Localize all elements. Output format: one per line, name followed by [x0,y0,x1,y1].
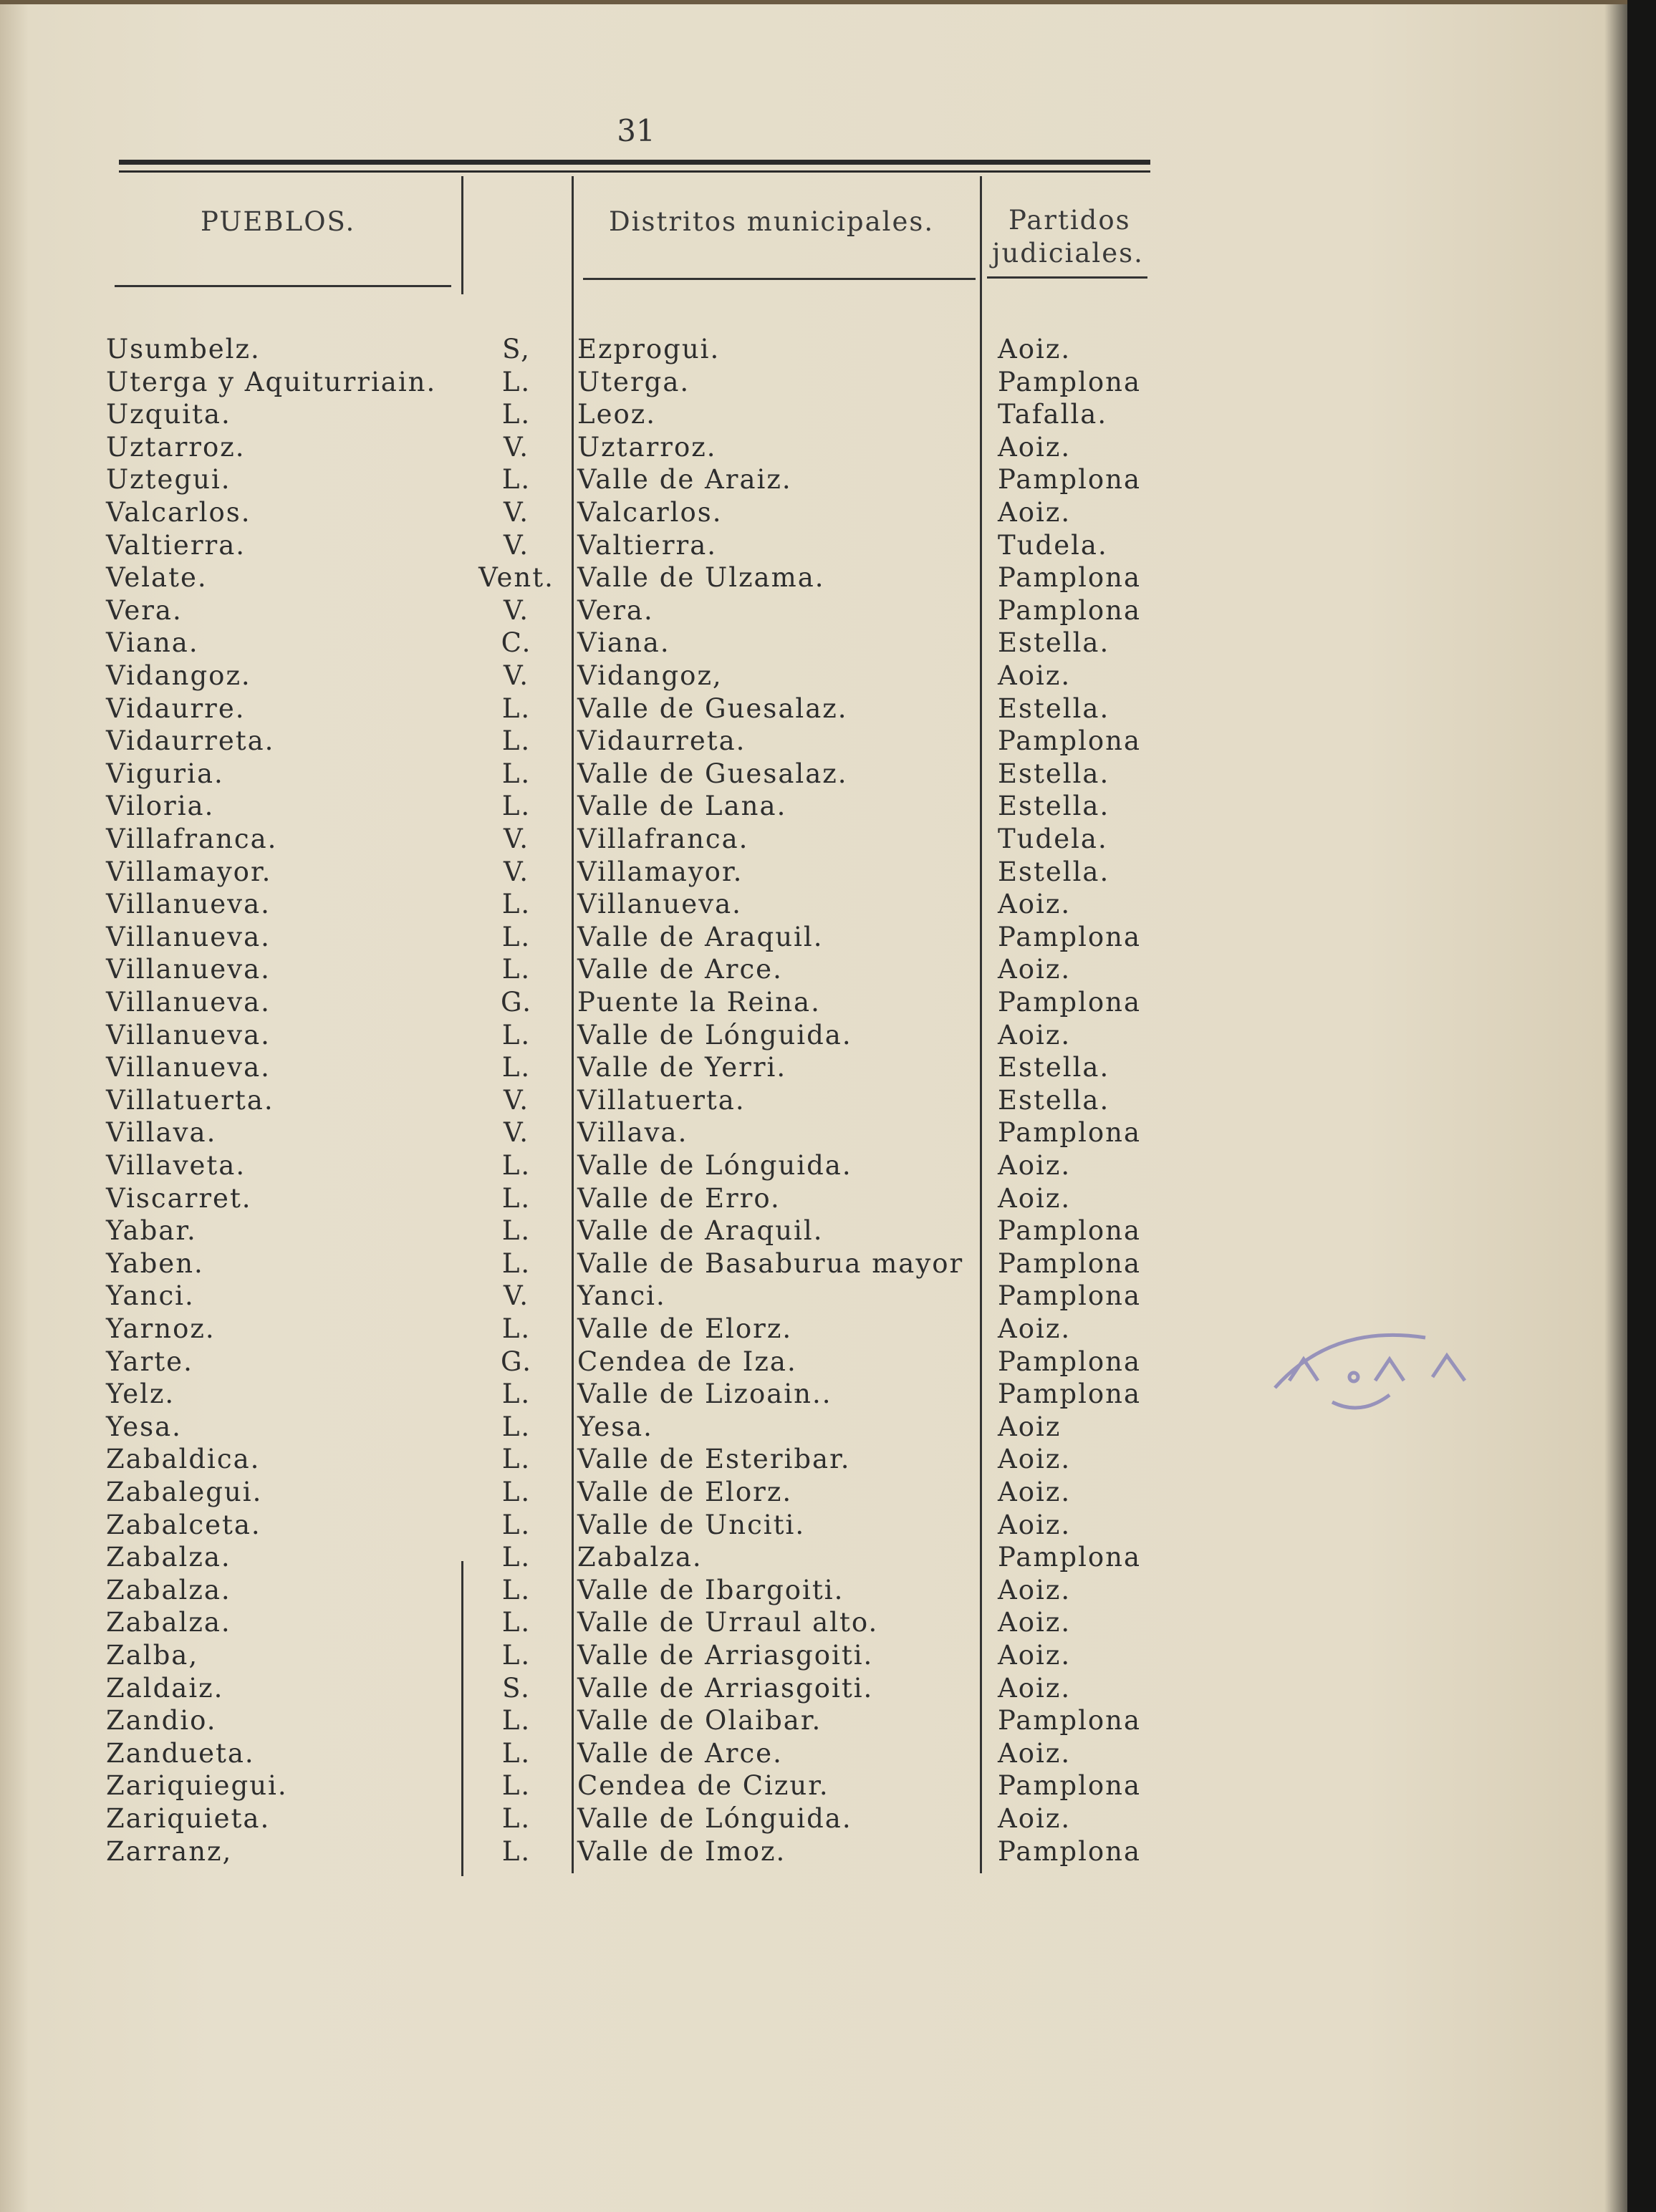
table-row [0,692,1656,725]
distrito-cell: Valle de Unciti. [577,1509,806,1540]
pueblo-cell: Vidangoz. [106,660,251,691]
partido-cell: Aoiz. [998,497,1072,528]
table-row [0,1606,1656,1639]
tipo-cell: L. [501,1313,531,1344]
header-partidos-line2: judiciales. [992,238,1144,269]
tipo-cell: V. [503,529,529,561]
tipo-cell: V. [503,856,529,887]
pueblo-cell: Uztarroz. [106,431,246,463]
distrito-cell: Villava. [577,1117,688,1149]
tipo-cell: L. [501,1182,531,1214]
tipo-cell: L. [501,889,531,920]
tipo-cell: V. [503,824,529,854]
pueblo-cell: Villanueva. [106,1019,271,1051]
table-row [0,1149,1656,1182]
distrito-cell: Cendea de Cizur. [577,1770,829,1802]
distrito-cell: Valle de Elorz. [577,1477,793,1507]
table-row [0,1182,1656,1215]
partido-cell: Aoiz. [998,1313,1072,1344]
pueblo-cell: Uztegui. [106,464,231,496]
pueblo-cell: Villanueva. [106,921,271,952]
table-row [0,1704,1656,1737]
tipo-cell: L. [501,1607,531,1638]
pueblo-cell: Villanueva. [106,987,271,1018]
pueblo-cell: Villafranca. [106,824,278,854]
header-partidos-line1: Partidos [1008,205,1131,236]
table-row [0,921,1656,954]
distrito-cell: Vera. [577,594,654,626]
table-row [0,1084,1656,1117]
tipo-cell: L. [501,791,531,822]
partido-cell: Pamplona [998,1705,1142,1737]
pueblo-cell: Yelz. [106,1378,175,1410]
distrito-cell: Zabalza. [577,1542,703,1573]
partido-cell: Pamplona [998,1280,1142,1312]
distrito-cell: Villanueva. [577,889,742,920]
partido-cell: Aoiz. [998,1803,1072,1834]
table-row [0,1541,1656,1574]
distrito-cell: Cendea de Iza. [577,1346,797,1377]
tipo-cell: L. [501,1378,531,1410]
distrito-cell: Valtierra. [577,529,718,561]
table-row [0,1280,1656,1313]
pueblo-cell: Velate. [106,562,208,594]
pueblo-cell: Vidaurre. [106,692,246,724]
partido-cell: Aoiz. [998,1477,1072,1507]
distrito-cell: Uztarroz. [577,431,717,463]
distrito-cell: Villamayor. [577,856,743,887]
partido-cell: Pamplona [998,1346,1142,1377]
tipo-cell: L. [501,1835,531,1867]
distrito-cell: Villatuerta. [577,1084,746,1116]
header-rule-thin [119,170,1150,173]
table-row [0,366,1656,399]
pueblo-cell: Zabalza. [106,1574,231,1605]
partido-cell: Pamplona [998,1835,1142,1867]
table-row [0,1639,1656,1672]
pueblo-cell: Zandueta. [106,1737,255,1769]
partido-cell: Aoiz. [998,1509,1072,1540]
pueblo-cell: Yaben. [106,1247,204,1279]
table-row [0,1509,1656,1542]
tipo-cell: V. [503,431,529,463]
table-row [0,398,1656,431]
tipo-cell: L. [501,1803,531,1834]
partido-cell: Aoiz. [998,1182,1072,1214]
tipo-cell: C. [501,627,532,659]
table-row [0,725,1656,758]
tipo-cell: L. [501,725,531,757]
distrito-cell: Ezprogui. [577,334,721,364]
partido-cell: Estella. [998,758,1110,789]
partido-cell: Aoiz. [998,1019,1072,1051]
pueblo-cell: Villanueva. [106,954,271,985]
tipo-cell: V. [503,1084,529,1116]
distrito-cell: Valle de Arce. [577,1737,783,1769]
pueblo-cell: Viguria. [106,758,224,789]
table-row [0,1802,1656,1835]
distrito-cell: Valle de Basaburua mayor [577,1247,964,1279]
stamp-mark-b [1375,1359,1404,1381]
page-number: 31 [617,113,655,148]
partido-cell: Aoiz. [998,1150,1072,1181]
table-row [0,1737,1656,1770]
table-row [0,856,1656,889]
table-row [0,431,1656,464]
tipo-cell: V. [503,497,529,528]
header-rule-thick [119,160,1150,165]
table-row [0,758,1656,791]
distrito-cell: Valle de Arriasgoiti. [577,1672,874,1704]
partido-cell: Pamplona [998,1770,1142,1802]
table-row [0,463,1656,496]
tipo-cell: L. [501,1477,531,1507]
table-row [0,888,1656,921]
distrito-cell: Valle de Ulzama. [577,562,825,594]
header-pueblos: PUEBLOS. [201,206,356,237]
tipo-cell: G. [501,1346,532,1377]
tipo-cell: L. [501,399,531,430]
pueblo-cell: Usumbelz. [106,334,261,364]
distrito-cell: Valle de Erro. [577,1182,781,1214]
partido-cell: Tudela. [998,529,1108,561]
partido-cell: Estella. [998,791,1110,822]
distrito-cell: Valle de Araiz. [577,464,792,496]
tipo-cell: L. [501,1150,531,1181]
divider-pueblos [461,176,463,294]
partido-cell: Aoiz. [998,1672,1072,1704]
table-row [0,1476,1656,1509]
tipo-cell: L. [501,1019,531,1051]
tipo-cell: S, [502,334,531,364]
pueblo-cell: Yarnoz. [106,1313,216,1344]
distrito-cell: Valle de Ibargoiti. [577,1574,844,1605]
table-row [0,333,1656,366]
partido-cell: Aoiz. [998,1574,1072,1605]
partido-cell: Pamplona [998,464,1142,496]
pueblo-cell: Villanueva. [106,889,271,920]
tipo-cell: L. [501,1542,531,1573]
tipo-cell: L. [501,1444,531,1475]
pueblo-cell: Yarte. [106,1346,193,1377]
tipo-cell: L. [501,692,531,724]
tipo-cell: V. [503,1280,529,1312]
page-top-edge [0,0,1656,4]
distrito-cell: Valle de Arriasgoiti. [577,1640,874,1671]
tipo-cell: L. [501,1411,531,1442]
table-row [0,660,1656,692]
partido-cell: Pamplona [998,562,1142,594]
pueblo-cell: Villatuerta. [106,1084,274,1116]
pueblo-cell: Vidaurreta. [106,725,275,757]
table-row [0,1835,1656,1868]
tipo-cell: L. [501,1737,531,1769]
table-row [0,1672,1656,1705]
pueblo-cell: Yanci. [106,1280,195,1312]
partido-cell: Aoiz. [998,1607,1072,1638]
distrito-cell: Uterga. [577,366,690,397]
partidos-underline [987,276,1147,279]
pueblo-cell: Valcarlos. [106,497,251,528]
pueblo-cell: Zabalza. [106,1607,231,1638]
partido-cell: Aoiz. [998,889,1072,920]
pueblo-cell: Zabalegui. [106,1477,263,1507]
partido-cell: Estella. [998,627,1110,659]
partido-cell: Aoiz. [998,1737,1072,1769]
distrito-cell: Valle de Lónguida. [577,1019,852,1051]
distrito-cell: Valle de Lizoain.. [577,1378,832,1410]
distrito-cell: Leoz. [577,399,656,430]
pueblo-cell: Zabalza. [106,1542,231,1573]
tipo-cell: V. [503,1117,529,1149]
distrito-cell: Valle de Imoz. [577,1835,786,1867]
partido-cell: Pamplona [998,1117,1142,1149]
tipo-cell: L. [501,1052,531,1083]
table-row [0,529,1656,562]
tipo-cell: G. [501,987,532,1018]
table-row [0,561,1656,594]
distrito-cell: Valle de Guesalaz. [577,758,848,789]
pueblo-cell: Zariquieta. [106,1803,271,1834]
tipo-cell: L. [501,758,531,789]
pueblo-cell: Valtierra. [106,529,246,561]
table-row [0,1019,1656,1052]
pueblo-cell: Zabaldica. [106,1444,261,1475]
pueblo-cell: Zaldaiz. [106,1672,224,1704]
pueblo-cell: Villaveta. [106,1150,246,1181]
table-row [0,1769,1656,1802]
tipo-cell: Vent. [478,562,554,594]
stamp-dot [1349,1373,1358,1381]
tipo-cell: L. [501,1770,531,1802]
distrito-cell: Yesa. [577,1411,653,1442]
pueblo-cell: Zariquiegui. [106,1770,288,1802]
pueblo-cell: Zandio. [106,1705,217,1737]
partido-cell: Pamplona [998,921,1142,952]
partido-cell: Aoiz. [998,660,1072,691]
tipo-cell: L. [501,366,531,397]
distrito-cell: Valle de Urraul alto. [577,1607,879,1638]
pueblo-cell: Viscarret. [106,1182,252,1214]
table-row [0,594,1656,627]
tipo-cell: V. [503,660,529,691]
pueblo-cell: Zalba, [106,1640,199,1671]
tipo-cell: L. [501,1509,531,1540]
table-row [0,790,1656,823]
partido-cell: Pamplona [998,594,1142,626]
table-row [0,1116,1656,1149]
partido-cell: Estella. [998,1052,1110,1083]
partido-cell: Aoiz. [998,431,1072,463]
header-distritos: Distritos municipales. [609,206,935,237]
pueblos-underline [115,285,451,287]
partido-cell: Estella. [998,692,1110,724]
partido-cell: Pamplona [998,1378,1142,1410]
tipo-cell: L. [501,1215,531,1247]
tipo-cell: L. [501,1574,531,1605]
pueblo-cell: Zarranz, [106,1835,233,1867]
partido-cell: Pamplona [998,1542,1142,1573]
distrito-cell: Valle de Lónguida. [577,1150,852,1181]
distrito-cell: Valle de Arce. [577,954,783,985]
table-row [0,1574,1656,1607]
pueblo-cell: Viloria. [106,791,215,822]
distrito-cell: Valle de Lana. [577,791,787,822]
partido-cell: Aoiz. [998,1444,1072,1475]
distrito-cell: Valle de Esteribar. [577,1444,851,1475]
pueblo-cell: Vera. [106,594,183,626]
distrito-cell: Valle de Araquil. [577,1215,824,1247]
distrito-cell: Vidangoz, [577,660,723,691]
table-row [0,1051,1656,1084]
distrito-cell: Valcarlos. [577,497,723,528]
partido-cell: Pamplona [998,1215,1142,1247]
partido-cell: Aoiz. [998,334,1072,364]
table-row [0,823,1656,856]
partido-cell: Estella. [998,1084,1110,1116]
pueblo-cell: Zabalceta. [106,1509,261,1540]
distrito-cell: Valle de Olaibar. [577,1705,822,1737]
partido-cell: Aoiz. [998,954,1072,985]
distrito-cell: Valle de Elorz. [577,1313,793,1344]
tipo-cell: V. [503,594,529,626]
table-row [0,986,1656,1019]
distrito-cell: Valle de Araquil. [577,921,824,952]
pueblo-cell: Villava. [106,1117,217,1149]
table-row [0,1214,1656,1247]
tipo-cell: L. [501,1247,531,1279]
partido-cell: Pamplona [998,1247,1142,1279]
pueblo-cell: Villanueva. [106,1052,271,1083]
pueblo-cell: Uzquita. [106,399,231,430]
distrito-cell: Valle de Guesalaz. [577,692,848,724]
stamp-mark-c [1433,1356,1465,1381]
tipo-cell: L. [501,921,531,952]
partido-cell: Pamplona [998,725,1142,757]
distrito-cell: Villafranca. [577,824,749,854]
distrito-cell: Yanci. [577,1280,666,1312]
table-row [0,1247,1656,1280]
table-row [0,496,1656,529]
partido-cell: Estella. [998,856,1110,887]
distrito-cell: Valle de Yerri. [577,1052,787,1083]
partido-cell: Tafalla. [998,399,1108,430]
stamp-curve [1332,1395,1390,1408]
pueblo-cell: Uterga y Aquiturriain. [106,366,437,397]
distrito-cell: Vidaurreta. [577,725,746,757]
partido-cell: Aoiz [998,1411,1062,1442]
distrito-cell: Viana. [577,627,670,659]
pueblo-cell: Yabar. [106,1215,197,1247]
distrito-cell: Valle de Lónguida. [577,1803,852,1834]
table-row [0,953,1656,986]
partido-cell: Pamplona [998,366,1142,397]
partido-cell: Tudela. [998,824,1108,854]
distrito-cell: Puente la Reina. [577,987,821,1018]
tipo-cell: L. [501,464,531,496]
pueblo-cell: Yesa. [106,1411,182,1442]
pueblo-cell: Villamayor. [106,856,272,887]
partido-cell: Pamplona [998,987,1142,1018]
library-stamp [1268,1309,1483,1452]
tipo-cell: L. [501,954,531,985]
table-row [0,627,1656,660]
tipo-cell: L. [501,1705,531,1737]
pueblo-cell: Viana. [106,627,199,659]
partido-cell: Aoiz. [998,1640,1072,1671]
tipo-cell: L. [501,1640,531,1671]
distritos-underline [583,278,976,280]
tipo-cell: S. [502,1672,531,1704]
